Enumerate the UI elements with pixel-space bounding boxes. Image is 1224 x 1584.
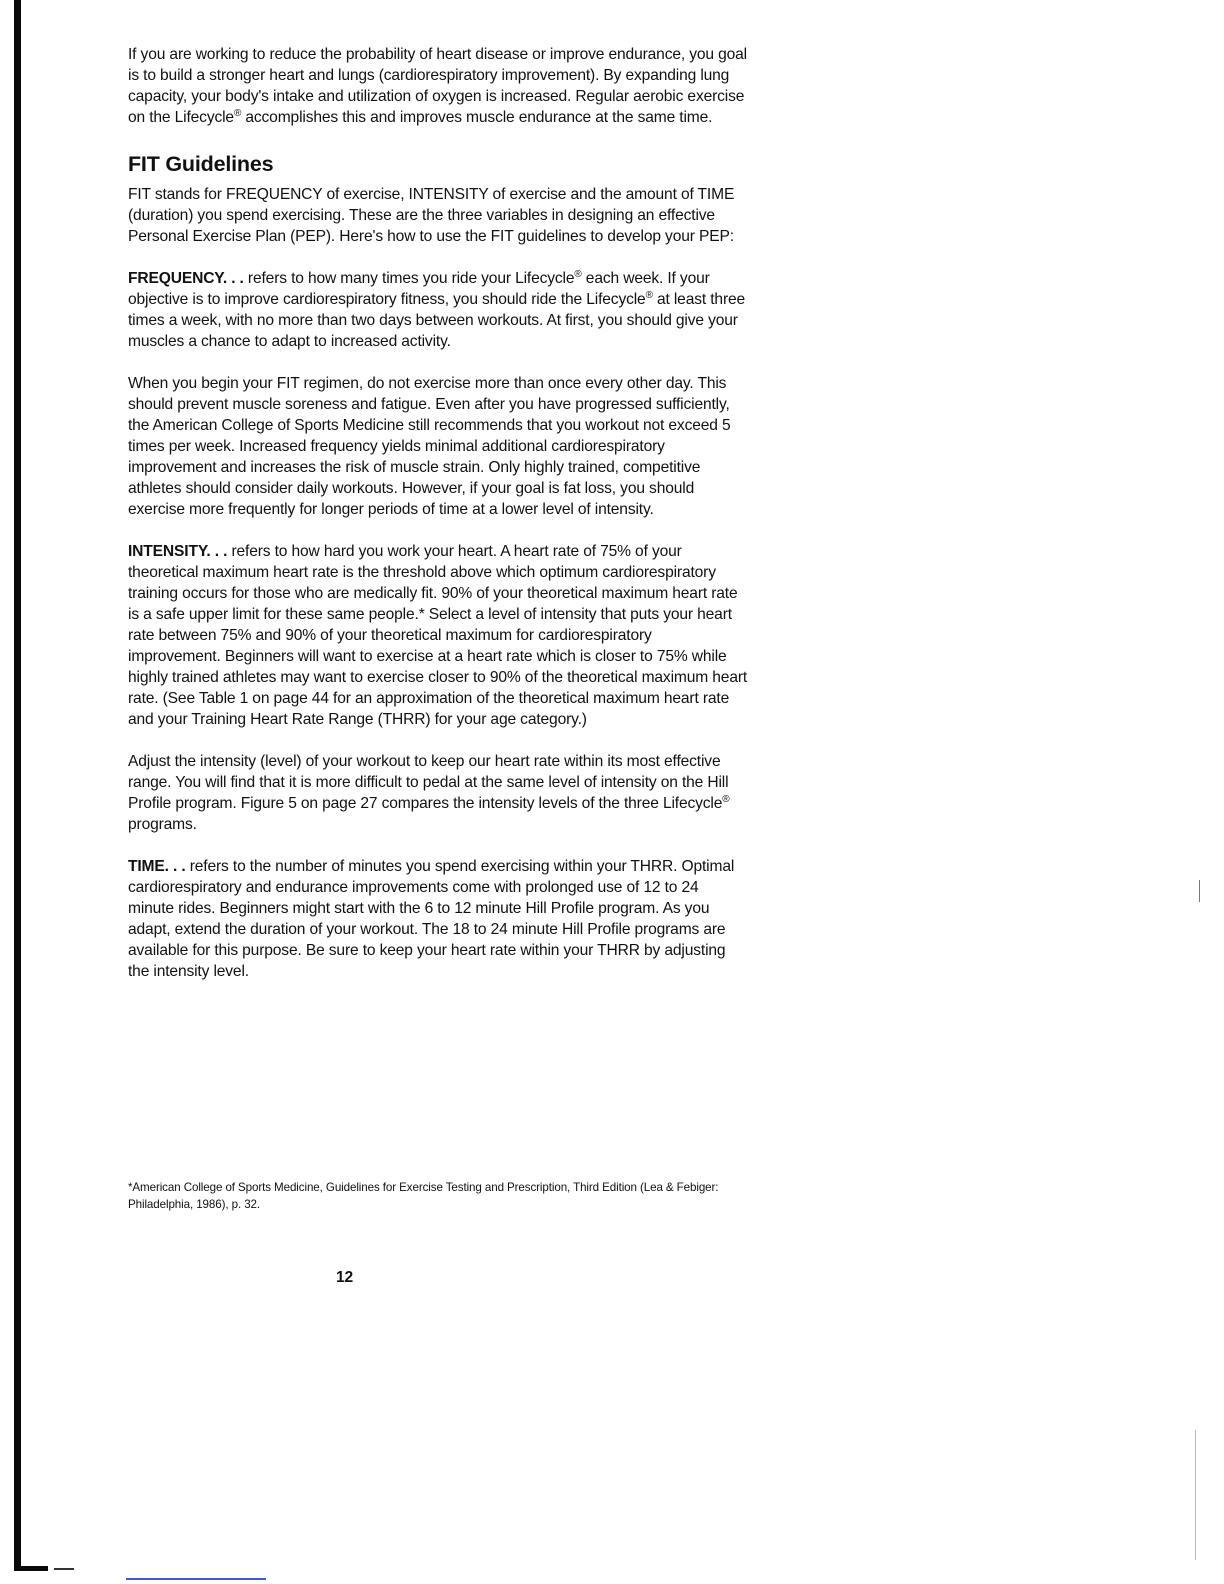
time-paragraph: TIME. . . refers to the number of minutes you spend exercising within your THRR. Optimal cardiorespiratory and endurance improvements come with prolonged use of 12 to 24 minute rides. Beginners might start with the 6 to 12 minute Hill Profile program. As you adapt, extend the duration of your workout. The 18 to 24 minute Hill Profile programs are available for this purpose. Be sure to keep your heart rate within your THRR by adjusting the intensity level. [128,858,735,980]
regimen-paragraph: When you begin your FIT regimen, do not exercise more than once every other day. This should prevent muscle soreness and fatigue. Even after you have progressed sufficiently, the American College of Sports Medicine still recommends that you workout not exceed 5 times per week. Increased frequency yields minimal additional cardiorespiratory improvement and increases the risk of muscle strain. Only highly trained, competitive athletes should consider daily workouts. However, if your goal is fat loss, you should exercise more frequently for longer periods of time at a lower level of intensity. [128,375,731,518]
registered-mark: ® [722,794,730,805]
body-text [128,44,748,982]
time-term: TIME. . . [128,858,186,875]
scan-mark [1199,880,1200,902]
section-heading: FIT Guidelines [128,152,274,176]
fit-intro-paragraph: FIT stands for FREQUENCY of exercise, INTENSITY of exercise and the amount of TIME (duration) you spend exercising. These are the three variables in designing an effective Personal Exercise Plan (PEP). Here's how to use the FIT guidelines to develop your PEP: [128,186,735,245]
intensity-paragraph: INTENSITY. . . refers to how hard you work your heart. A heart rate of 75% of your theoretical maximum heart rate is the threshold above which optimum cardiorespiratory training occurs for those who are medically fit. 90% of your theoretical maximum heart rate is a safe upper limit for these same people.* Select a level of intensity that puts your heart rate between 75% and 90% of your theoretical maximum for cardiorespiratory improvement. Beginners will want to exercise at a heart rate which is closer to 75% while highly trained athletes may want to exercise closer to 90% of the theoretical maximum heart rate. (See Table 1 on page 44 for an approximation of the theoretical maximum heart rate and your Training Heart Rate Range (THRR) for your age category.) [128,543,748,728]
intro-paragraph: If you are working to reduce the probability of heart disease or improve endurance, you goal is to build a stronger heart and lungs (cardiorespiratory improvement). By expanding lung capacity, your body's intake and utilization of oxygen is increased. Regular aerobic exercise on the Lifecycle® accomplishes this and improves muscle endurance at the same time. [128,46,747,126]
bottom-rule [126,1578,266,1580]
scan-mark [54,1568,74,1570]
binding-foot [14,1566,48,1571]
registered-mark: ® [233,108,242,119]
scan-mark [1195,1430,1196,1560]
registered-mark: ® [574,269,582,280]
intensity-term: INTENSITY. . . [128,543,228,560]
registered-mark: ® [645,290,653,301]
page-number: 12 [336,1269,354,1286]
binding-edge [14,0,21,1570]
adjust-paragraph: Adjust the intensity (level) of your workout to keep our heart rate within its most effective range. You will find that it is more difficult to pedal at the same level of intensity on the Hill Profile program. Figure 5 on page 27 compares the intensity levels of the three Lifecycle® programs. [128,753,730,833]
footnote: *American College of Sports Medicine, Guidelines for Exercise Testing and Prescription, Third Edition (Lea & Febiger: Philadelphia, 1986), p. 32. [128,1181,719,1211]
frequency-paragraph: FREQUENCY. . . refers to how many times you ride your Lifecycle® each week. If your objective is to improve cardiorespiratory fitness, you should ride the Lifecycle® at least three times a week, with no more than two days between workouts. At first, you should give your muscles a chance to adapt to increased activity. [128,269,746,350]
frequency-term: FREQUENCY. . . [128,270,244,287]
